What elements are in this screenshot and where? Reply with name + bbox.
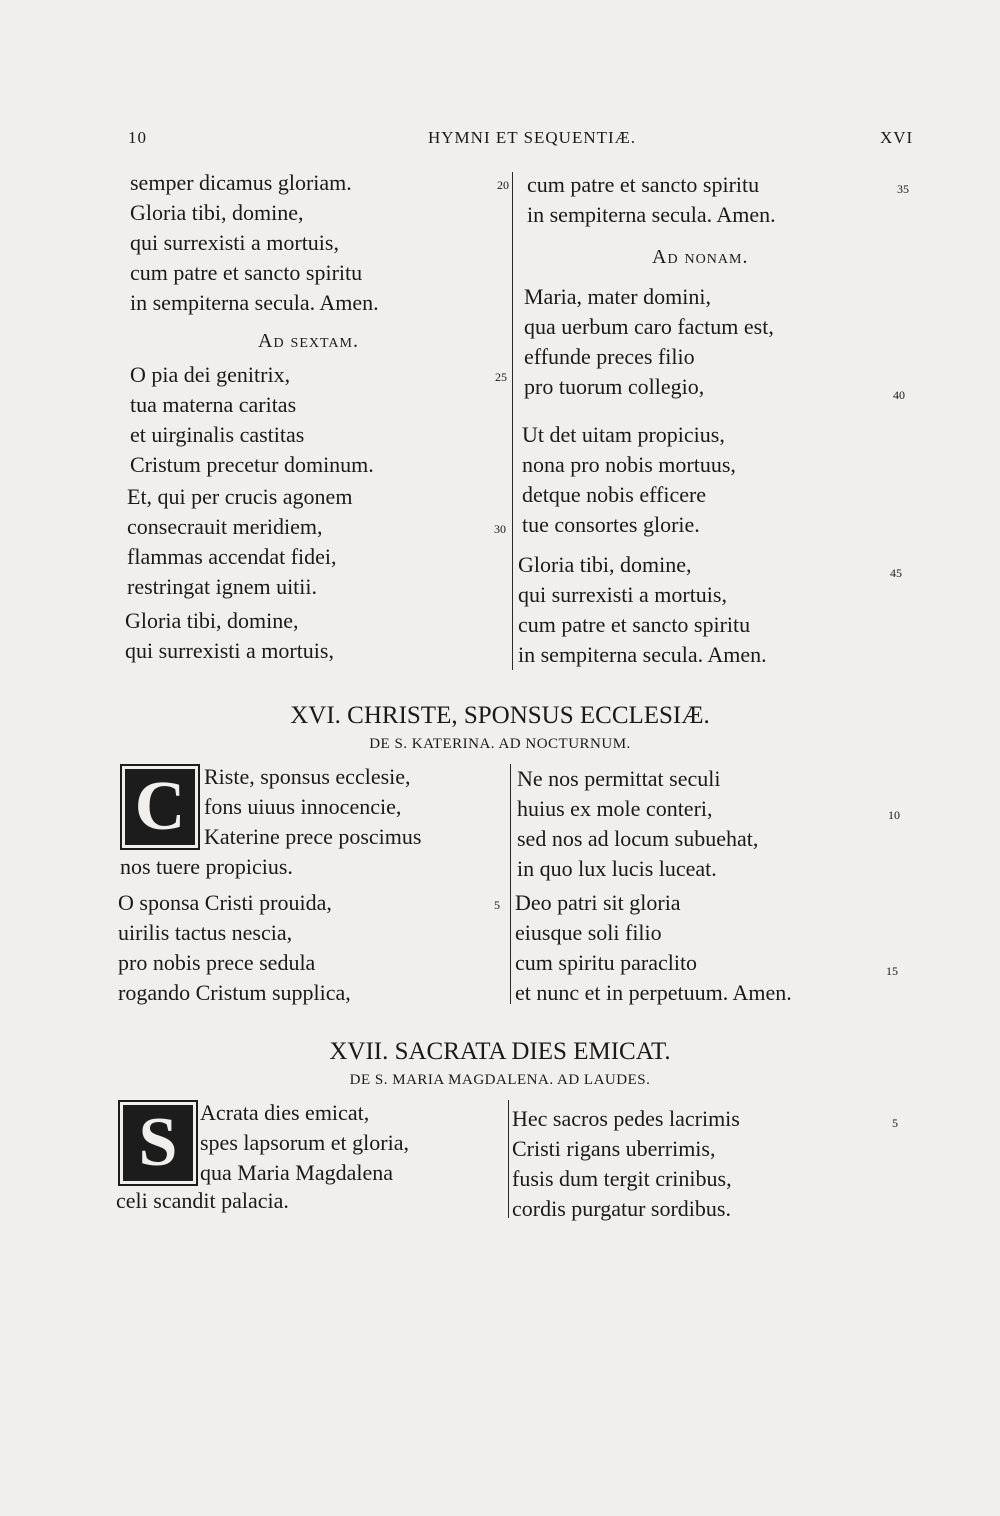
running-title: HYMNI ET SEQUENTIÆ.: [428, 128, 637, 147]
column-rule: [508, 1100, 509, 1218]
verse-line: nos tuere propicius.: [120, 854, 293, 879]
verse-line: Cristi rigans uberrimis,: [512, 1136, 716, 1161]
verse-line: fons uiuus innocencie,: [204, 794, 402, 819]
verse-line: Ut det uitam propicius,: [522, 422, 725, 447]
line-number: 45: [890, 566, 902, 580]
verse-line: pro nobis prece sedula: [118, 950, 316, 975]
verse-line: nona pro nobis mortuus,: [522, 452, 736, 477]
line-number: 35: [897, 182, 909, 196]
column-rule: [512, 172, 513, 670]
verse-line: flammas accendat fidei,: [127, 544, 337, 569]
verse-line: fusis dum tergit crinibus,: [512, 1166, 732, 1191]
line-number: 20: [497, 178, 509, 192]
verse-line: tua materna caritas: [130, 392, 297, 417]
verse-line: cum patre et sancto spiritu: [518, 612, 751, 637]
verse-line: uirilis tactus nescia,: [118, 920, 293, 945]
hymn-subtitle: DE S. KATERINA. AD NOCTURNUM.: [369, 736, 631, 752]
verse-line: Gloria tibi, domine,: [518, 552, 692, 577]
verse-line: Hec sacros pedes lacrimis: [512, 1106, 740, 1131]
verse-line: Maria, mater domini,: [524, 284, 711, 309]
hymn-number: XVI: [880, 128, 914, 147]
verse-line: qui surrexisti a mortuis,: [125, 638, 334, 663]
verse-line: in sempiterna secula. Amen.: [527, 202, 776, 227]
verse-line: qui surrexisti a mortuis,: [130, 230, 339, 255]
verse-line: huius ex mole conteri,: [517, 796, 713, 821]
verse-line: cum patre et sancto spiritu: [130, 260, 363, 285]
verse-line: Katerine prece poscimus: [204, 824, 422, 849]
verse-line: tue consortes glorie.: [522, 512, 700, 537]
verse-line: semper dicamus gloriam.: [130, 170, 352, 195]
verse-line: et nunc et in perpetuum. Amen.: [515, 980, 792, 1005]
column-rule: [510, 764, 511, 1004]
line-number: 25: [495, 370, 507, 384]
verse-line: in quo lux lucis luceat.: [517, 856, 717, 881]
verse-line: in sempiterna secula. Amen.: [130, 290, 379, 315]
verse-line: Acrata dies emicat,: [200, 1100, 370, 1125]
drop-cap: C: [120, 764, 200, 850]
verse-line: cum patre et sancto spiritu: [527, 172, 760, 197]
line-number: 40: [893, 388, 905, 402]
line-number: 15: [886, 964, 898, 978]
verse-line: O pia dei genitrix,: [130, 362, 291, 387]
line-number: 5: [494, 898, 500, 912]
verse-line: detque nobis efficere: [522, 482, 707, 507]
verse-line: Ne nos permittat seculi: [517, 766, 721, 791]
stanza: [524, 282, 774, 402]
stanza: [118, 888, 351, 1008]
stanza: [127, 482, 352, 602]
verse-line: qua Maria Magdalena: [200, 1160, 394, 1185]
page-number: 10: [128, 128, 147, 147]
stanza: [204, 762, 421, 852]
stanza: [200, 1098, 409, 1188]
section-heading-none: Ad nonam.: [652, 246, 749, 268]
verse-line: O sponsa Cristi prouida,: [118, 890, 332, 915]
stanza: [522, 420, 736, 540]
verse-line: effunde preces filio: [524, 344, 695, 369]
section-heading-sext: Ad sextam.: [258, 330, 359, 352]
verse-line: consecrauit meridiem,: [127, 514, 323, 539]
stanza: [125, 606, 334, 666]
verse-line: Gloria tibi, domine,: [130, 200, 304, 225]
verse-line: Deo patri sit gloria: [515, 890, 681, 915]
verse-line: cum spiritu paraclito: [515, 950, 698, 975]
stanza: [512, 1104, 740, 1224]
hymn-title: XVII. SACRATA DIES EMICAT.: [329, 1038, 671, 1065]
verse-line: et uirginalis castitas: [130, 422, 305, 447]
hymn-title: XVI. CHRISTE, SPONSUS ECCLESIÆ.: [290, 702, 710, 729]
verse-line: Gloria tibi, domine,: [125, 608, 299, 633]
stanza: [518, 550, 767, 670]
verse-line: qui surrexisti a mortuis,: [518, 582, 727, 607]
verse-line: qua uerbum caro factum est,: [524, 314, 774, 339]
line-number: 5: [892, 1116, 898, 1130]
verse-line: in sempiterna secula. Amen.: [518, 642, 767, 667]
stanza: [517, 764, 758, 884]
verse-line: sed nos ad locum subuehat,: [517, 826, 759, 851]
verse-line: pro tuorum collegio,: [524, 374, 705, 399]
verse-line: spes lapsorum et gloria,: [200, 1130, 409, 1155]
line-number: 30: [494, 522, 506, 536]
verse-line: celi scandit palacia.: [116, 1188, 289, 1213]
verse-line: Riste, sponsus ecclesie,: [204, 764, 411, 789]
verse-line: Et, qui per crucis agonem: [127, 484, 353, 509]
verse-line: cordis purgatur sordibus.: [512, 1196, 731, 1221]
verse-line: rogando Cristum supplica,: [118, 980, 351, 1005]
stanza: [130, 360, 374, 480]
verse-line: eiusque soli filio: [515, 920, 662, 945]
stanza: [515, 888, 792, 1008]
drop-cap: S: [118, 1100, 198, 1186]
verse-line: restringat ignem uitii.: [127, 574, 318, 599]
line-number: 10: [888, 808, 900, 822]
stanza: [130, 168, 379, 318]
verse-line: Cristum precetur dominum.: [130, 452, 374, 477]
stanza: [527, 170, 776, 230]
hymn-subtitle: DE S. MARIA MAGDALENA. AD LAUDES.: [349, 1072, 651, 1088]
